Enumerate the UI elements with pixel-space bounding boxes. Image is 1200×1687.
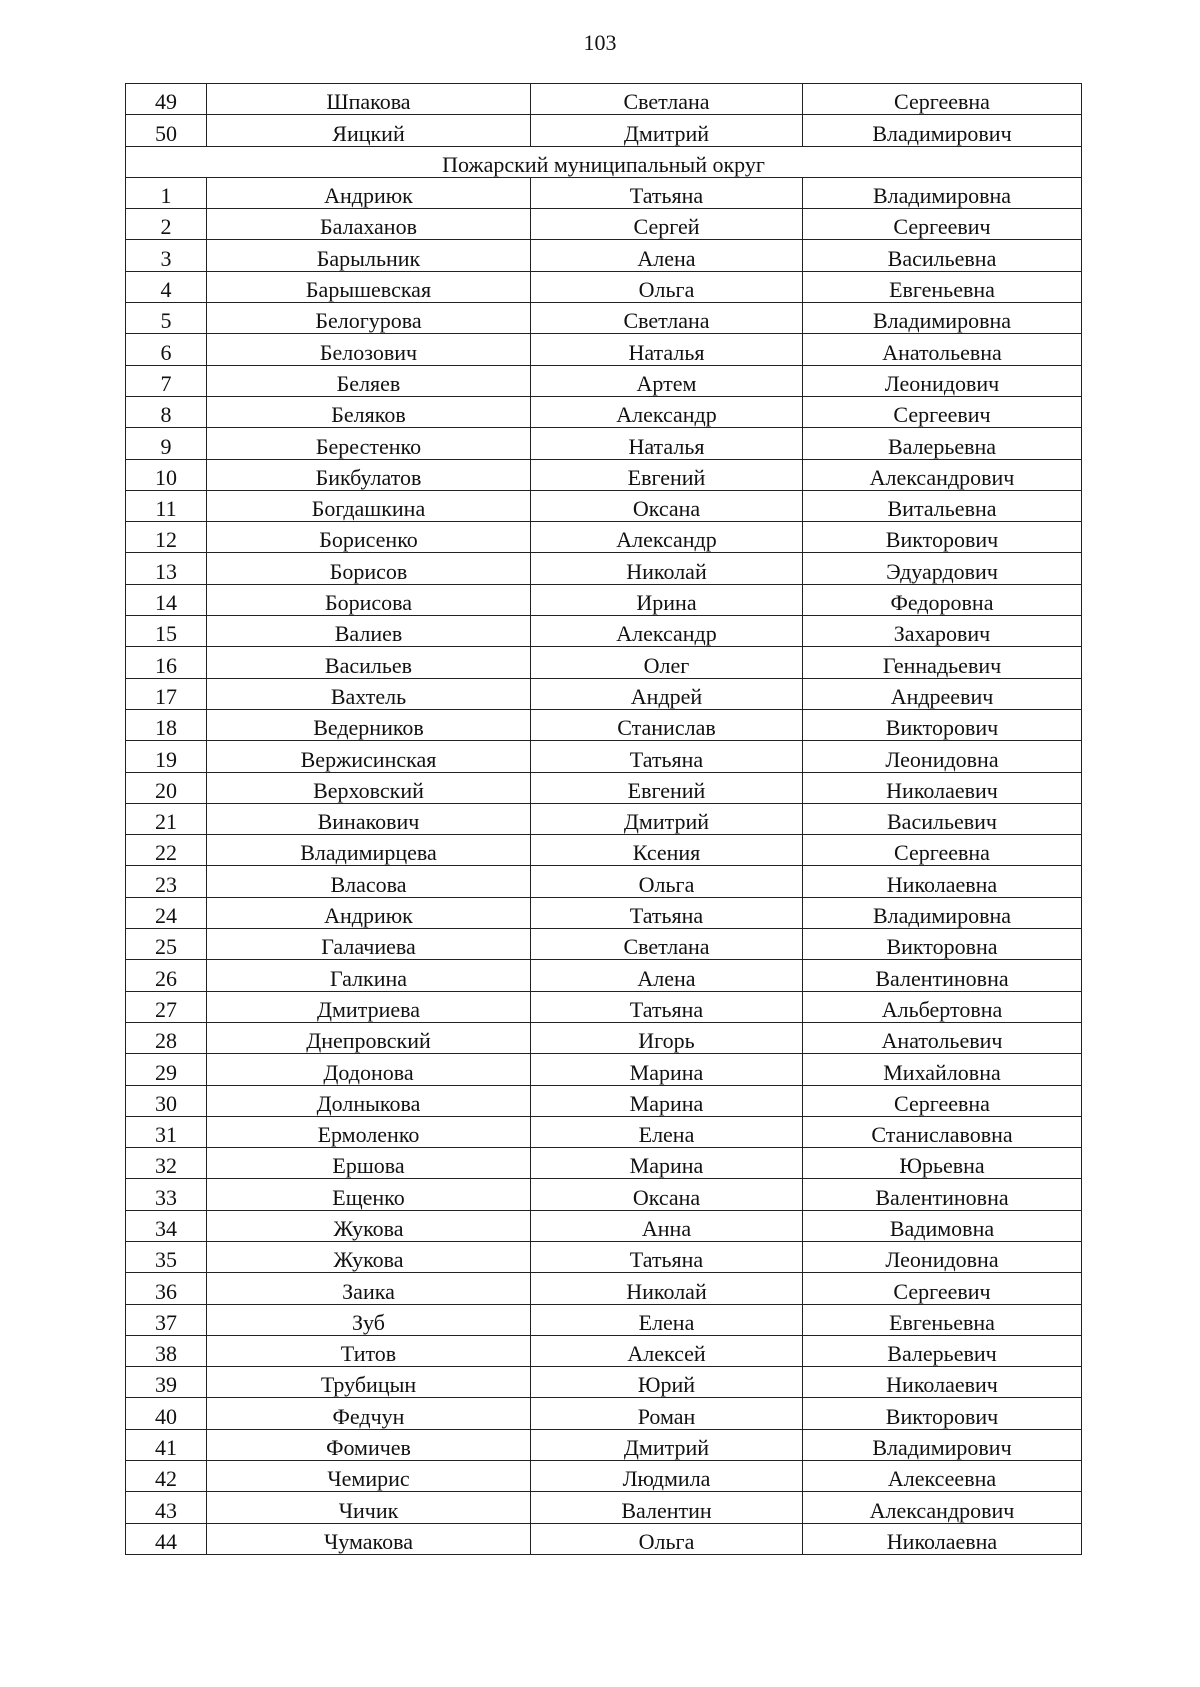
last-name: Беляков [207, 396, 531, 427]
last-name: Днепровский [207, 1022, 531, 1053]
first-name: Светлана [531, 929, 803, 960]
patronymic: Алексеевна [803, 1461, 1082, 1492]
row-number: 22 [126, 835, 207, 866]
patronymic: Николаевич [803, 1367, 1082, 1398]
last-name: Додонова [207, 1054, 531, 1085]
first-name: Дмитрий [531, 115, 803, 146]
table-row [126, 1179, 1082, 1210]
table-row [126, 616, 1082, 647]
row-number: 6 [126, 334, 207, 365]
table-row [126, 1116, 1082, 1147]
first-name: Александр [531, 522, 803, 553]
first-name: Николай [531, 1273, 803, 1304]
table-row [126, 240, 1082, 271]
last-name: Чумакова [207, 1523, 531, 1554]
table-row [126, 1523, 1082, 1554]
row-number: 32 [126, 1148, 207, 1179]
first-name: Артем [531, 365, 803, 396]
row-number: 4 [126, 271, 207, 302]
last-name: Шпакова [207, 84, 531, 115]
patronymic: Юрьевна [803, 1148, 1082, 1179]
table-row [126, 1085, 1082, 1116]
last-name: Заика [207, 1273, 531, 1304]
patronymic: Владимирович [803, 1429, 1082, 1460]
last-name: Чичик [207, 1492, 531, 1523]
row-number: 16 [126, 647, 207, 678]
row-number: 14 [126, 584, 207, 615]
first-name: Ольга [531, 271, 803, 302]
patronymic: Сергеевна [803, 835, 1082, 866]
row-number: 39 [126, 1367, 207, 1398]
last-name: Жукова [207, 1241, 531, 1272]
patronymic: Николаевна [803, 866, 1082, 897]
first-name: Александр [531, 396, 803, 427]
last-name: Борисенко [207, 522, 531, 553]
table-row [126, 553, 1082, 584]
patronymic: Леонидовна [803, 1241, 1082, 1272]
patronymic: Анатольевна [803, 334, 1082, 365]
patronymic: Викторовна [803, 929, 1082, 960]
patronymic: Викторович [803, 709, 1082, 740]
table-row [126, 1022, 1082, 1053]
row-number: 12 [126, 522, 207, 553]
first-name: Марина [531, 1054, 803, 1085]
first-name: Ирина [531, 584, 803, 615]
last-name: Борисова [207, 584, 531, 615]
last-name: Берестенко [207, 428, 531, 459]
table-row [126, 1273, 1082, 1304]
last-name: Титов [207, 1335, 531, 1366]
patronymic: Леонидовна [803, 741, 1082, 772]
patronymic: Викторович [803, 522, 1082, 553]
row-number: 44 [126, 1523, 207, 1554]
table-row [126, 1492, 1082, 1523]
first-name: Игорь [531, 1022, 803, 1053]
first-name: Александр [531, 616, 803, 647]
first-name: Наталья [531, 428, 803, 459]
row-number: 31 [126, 1116, 207, 1147]
patronymic: Андреевич [803, 678, 1082, 709]
patronymic: Николаевич [803, 772, 1082, 803]
row-number: 11 [126, 490, 207, 521]
last-name: Валиев [207, 616, 531, 647]
patronymic: Геннадьевич [803, 647, 1082, 678]
row-number: 34 [126, 1210, 207, 1241]
patronymic: Сергеевич [803, 396, 1082, 427]
row-number: 29 [126, 1054, 207, 1085]
table-row [126, 1210, 1082, 1241]
section-title: Пожарский муниципальный округ [126, 146, 1082, 177]
row-number: 26 [126, 960, 207, 991]
last-name: Вержисинская [207, 741, 531, 772]
last-name: Андриюк [207, 177, 531, 208]
first-name: Сергей [531, 209, 803, 240]
row-number: 24 [126, 897, 207, 928]
patronymic: Владимирович [803, 115, 1082, 146]
patronymic: Альбертовна [803, 991, 1082, 1022]
last-name: Белогурова [207, 303, 531, 334]
patronymic: Эдуардович [803, 553, 1082, 584]
patronymic: Владимировна [803, 177, 1082, 208]
patronymic: Витальевна [803, 490, 1082, 521]
first-name: Елена [531, 1116, 803, 1147]
first-name: Светлана [531, 303, 803, 334]
patronymic: Евгеньевна [803, 271, 1082, 302]
first-name: Ксения [531, 835, 803, 866]
patronymic: Владимировна [803, 303, 1082, 334]
row-number: 28 [126, 1022, 207, 1053]
row-number: 3 [126, 240, 207, 271]
first-name: Марина [531, 1085, 803, 1116]
table-row [126, 396, 1082, 427]
table-row [126, 929, 1082, 960]
row-number: 50 [126, 115, 207, 146]
row-number: 36 [126, 1273, 207, 1304]
row-number: 10 [126, 459, 207, 490]
last-name: Ермоленко [207, 1116, 531, 1147]
row-number: 41 [126, 1429, 207, 1460]
row-number: 7 [126, 365, 207, 396]
first-name: Марина [531, 1148, 803, 1179]
patronymic: Валерьевна [803, 428, 1082, 459]
row-number: 37 [126, 1304, 207, 1335]
table-row [126, 303, 1082, 334]
last-name: Власова [207, 866, 531, 897]
table-row [126, 1054, 1082, 1085]
table-row [126, 709, 1082, 740]
row-number: 38 [126, 1335, 207, 1366]
first-name: Оксана [531, 1179, 803, 1210]
table-row [126, 490, 1082, 521]
table-row [126, 84, 1082, 115]
first-name: Татьяна [531, 897, 803, 928]
first-name: Наталья [531, 334, 803, 365]
last-name: Бикбулатов [207, 459, 531, 490]
patronymic: Сергеевна [803, 1085, 1082, 1116]
last-name: Винакович [207, 803, 531, 834]
table-row [126, 835, 1082, 866]
patronymic: Сергеевич [803, 1273, 1082, 1304]
table-row [126, 1335, 1082, 1366]
row-number: 19 [126, 741, 207, 772]
last-name: Ершова [207, 1148, 531, 1179]
first-name: Ольга [531, 1523, 803, 1554]
table-row [126, 960, 1082, 991]
table-row [126, 1461, 1082, 1492]
row-number: 35 [126, 1241, 207, 1272]
first-name: Татьяна [531, 741, 803, 772]
first-name: Станислав [531, 709, 803, 740]
row-number: 27 [126, 991, 207, 1022]
first-name: Николай [531, 553, 803, 584]
patronymic: Сергеевич [803, 209, 1082, 240]
patronymic: Евгеньевна [803, 1304, 1082, 1335]
row-number: 21 [126, 803, 207, 834]
table-row [126, 459, 1082, 490]
last-name: Фомичев [207, 1429, 531, 1460]
first-name: Татьяна [531, 177, 803, 208]
first-name: Олег [531, 647, 803, 678]
last-name: Яицкий [207, 115, 531, 146]
last-name: Барыльник [207, 240, 531, 271]
last-name: Балаханов [207, 209, 531, 240]
row-number: 2 [126, 209, 207, 240]
row-number: 30 [126, 1085, 207, 1116]
first-name: Татьяна [531, 1241, 803, 1272]
row-number: 42 [126, 1461, 207, 1492]
first-name: Оксана [531, 490, 803, 521]
last-name: Федчун [207, 1398, 531, 1429]
patronymic: Михайловна [803, 1054, 1082, 1085]
last-name: Борисов [207, 553, 531, 584]
table-row [126, 522, 1082, 553]
last-name: Владимирцева [207, 835, 531, 866]
first-name: Алена [531, 960, 803, 991]
first-name: Ольга [531, 866, 803, 897]
row-number: 20 [126, 772, 207, 803]
first-name: Роман [531, 1398, 803, 1429]
patronymic: Анатольевич [803, 1022, 1082, 1053]
last-name: Жукова [207, 1210, 531, 1241]
patronymic: Николаевна [803, 1523, 1082, 1554]
patronymic: Валентиновна [803, 960, 1082, 991]
first-name: Алексей [531, 1335, 803, 1366]
table-row [126, 1367, 1082, 1398]
table-row [126, 1304, 1082, 1335]
row-number: 9 [126, 428, 207, 459]
row-number: 23 [126, 866, 207, 897]
row-number: 33 [126, 1179, 207, 1210]
last-name: Васильев [207, 647, 531, 678]
table-row [126, 866, 1082, 897]
last-name: Барышевская [207, 271, 531, 302]
last-name: Вахтель [207, 678, 531, 709]
last-name: Ещенко [207, 1179, 531, 1210]
patronymic: Васильевич [803, 803, 1082, 834]
first-name: Дмитрий [531, 1429, 803, 1460]
table-row [126, 365, 1082, 396]
patronymic: Валерьевич [803, 1335, 1082, 1366]
row-number: 43 [126, 1492, 207, 1523]
table-row [126, 678, 1082, 709]
row-number: 49 [126, 84, 207, 115]
table-row [126, 209, 1082, 240]
first-name: Дмитрий [531, 803, 803, 834]
patronymic: Викторович [803, 1398, 1082, 1429]
table-row [126, 177, 1082, 208]
patronymic: Захарович [803, 616, 1082, 647]
last-name: Белозович [207, 334, 531, 365]
patronymic: Александрович [803, 459, 1082, 490]
table-row [126, 741, 1082, 772]
patronymic: Сергеевна [803, 84, 1082, 115]
last-name: Трубицын [207, 1367, 531, 1398]
row-number: 40 [126, 1398, 207, 1429]
roster-body [126, 84, 1082, 1555]
table-row [126, 428, 1082, 459]
table-row [126, 803, 1082, 834]
patronymic: Валентиновна [803, 1179, 1082, 1210]
table-row [126, 647, 1082, 678]
row-number: 25 [126, 929, 207, 960]
first-name: Евгений [531, 772, 803, 803]
patronymic: Владимировна [803, 897, 1082, 928]
patronymic: Александрович [803, 1492, 1082, 1523]
table-row [126, 897, 1082, 928]
table-row [126, 334, 1082, 365]
first-name: Евгений [531, 459, 803, 490]
first-name: Валентин [531, 1492, 803, 1523]
table-row [126, 991, 1082, 1022]
last-name: Беляев [207, 365, 531, 396]
last-name: Богдашкина [207, 490, 531, 521]
patronymic: Васильевна [803, 240, 1082, 271]
table-row [126, 1429, 1082, 1460]
first-name: Юрий [531, 1367, 803, 1398]
row-number: 1 [126, 177, 207, 208]
table-row [126, 772, 1082, 803]
table-row [126, 1398, 1082, 1429]
patronymic: Федоровна [803, 584, 1082, 615]
table-row [126, 1148, 1082, 1179]
last-name: Верховский [207, 772, 531, 803]
last-name: Чемирис [207, 1461, 531, 1492]
row-number: 15 [126, 616, 207, 647]
last-name: Долныкова [207, 1085, 531, 1116]
row-number: 8 [126, 396, 207, 427]
patronymic: Вадимовна [803, 1210, 1082, 1241]
last-name: Дмитриева [207, 991, 531, 1022]
first-name: Светлана [531, 84, 803, 115]
patronymic: Станиславовна [803, 1116, 1082, 1147]
first-name: Татьяна [531, 991, 803, 1022]
row-number: 17 [126, 678, 207, 709]
first-name: Елена [531, 1304, 803, 1335]
table-row [126, 1241, 1082, 1272]
page-number: 103 [583, 30, 617, 55]
last-name: Зуб [207, 1304, 531, 1335]
first-name: Алена [531, 240, 803, 271]
first-name: Андрей [531, 678, 803, 709]
last-name: Ведерников [207, 709, 531, 740]
section-row [126, 146, 1082, 177]
last-name: Галачиева [207, 929, 531, 960]
row-number: 13 [126, 553, 207, 584]
first-name: Анна [531, 1210, 803, 1241]
table-row [126, 115, 1082, 146]
first-name: Людмила [531, 1461, 803, 1492]
roster-table [125, 83, 1082, 1555]
row-number: 18 [126, 709, 207, 740]
table-row [126, 584, 1082, 615]
patronymic: Леонидович [803, 365, 1082, 396]
row-number: 5 [126, 303, 207, 334]
last-name: Галкина [207, 960, 531, 991]
table-row [126, 271, 1082, 302]
last-name: Андриюк [207, 897, 531, 928]
